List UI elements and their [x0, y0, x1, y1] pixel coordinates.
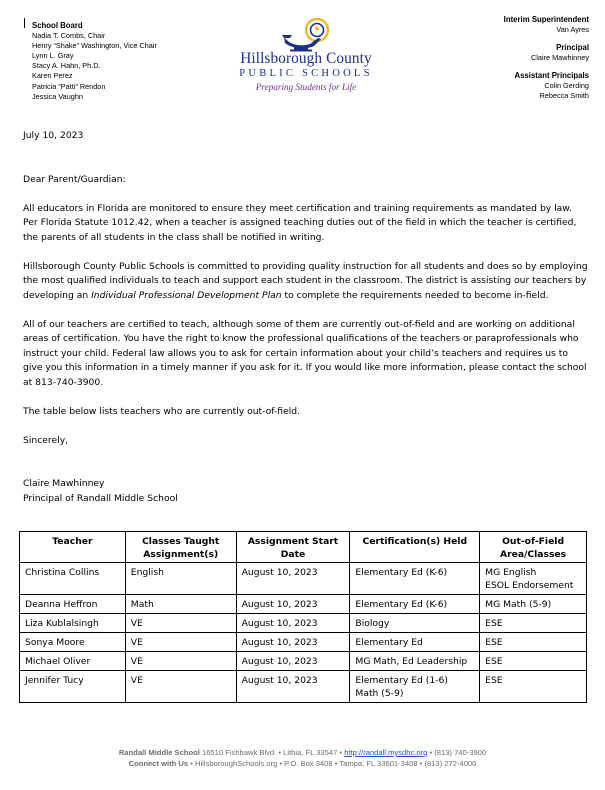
teacher-cell: Sonya Moore: [20, 633, 126, 652]
column-header: Classes Taught Assignment(s): [125, 532, 236, 563]
start-date-cell: August 10, 2023: [236, 563, 350, 595]
teacher-cell: Deanna Heffron: [20, 595, 126, 614]
classes-cell: English: [125, 563, 236, 595]
letter-body: [23, 129, 589, 506]
school-website-link[interactable]: http://randall.mysdhc.org: [344, 748, 428, 757]
certification-cell: Biology: [350, 614, 480, 633]
out-of-field-cell: ESE: [480, 652, 587, 671]
principal-title: Principal: [556, 43, 589, 52]
teacher-cell: Michael Oliver: [20, 652, 126, 671]
out-of-field-table: [19, 531, 587, 703]
administration-list: [439, 15, 589, 101]
column-header: Out-of-Field Area/Classes: [480, 532, 587, 563]
footer-connect-label: Connect with Us: [128, 759, 189, 768]
teacher-cell: Christina Collins: [20, 563, 126, 595]
column-header: Assignment Start Date: [236, 532, 350, 563]
superintendent-name: Van Ayres: [556, 25, 589, 34]
district-tagline: Preparing Students for Life: [255, 82, 357, 92]
board-member: Nadia T. Combs, Chair: [32, 31, 106, 41]
out-of-field-item: ESOL Endorsement: [485, 580, 574, 591]
paragraph-rights: All of our teachers are certified to teach, although some of them are currently out-of-field and are working on additional areas of certification. You have the right to know the professional qualifications of the teachers or paraprofessionals who instruct your child. Federal law allows you to ask for certain information about your child’s teachers and requires us to give you this information in a timely manner if you ask for it. If you would like more information, please contact the school at 813-740-3900.: [23, 318, 587, 388]
table-header-row: [20, 532, 587, 563]
out-of-field-cell: ESE: [480, 671, 587, 703]
footer-school-name: Randall Middle School: [118, 748, 200, 757]
plan-name: Individual Professional Development Plan: [91, 289, 282, 301]
classes-cell: Math: [125, 595, 236, 614]
letter-date: July 10, 2023: [23, 130, 84, 141]
salutation: Dear Parent/Guardian:: [23, 173, 126, 185]
district-name: Hillsborough County: [240, 50, 372, 67]
paragraph-commitment: [23, 260, 589, 304]
certification-item: Elementary Ed (1-6): [355, 675, 448, 686]
classes-cell: VE: [125, 614, 236, 633]
footer-line-2: [0, 759, 605, 769]
lamp-of-learning-icon: [222, 18, 390, 52]
board-member: Karen Perez: [32, 71, 73, 81]
district-subtitle: PUBLIC SCHOOLS: [239, 68, 373, 79]
out-of-field-item: MG English: [485, 567, 537, 578]
assistant-principal-name: Colin Gerding: [544, 81, 589, 90]
classes-cell: VE: [125, 652, 236, 671]
certification-cell: Elementary Ed (K-6): [350, 595, 480, 614]
table-row: [20, 614, 587, 633]
certification-cell: [350, 671, 480, 703]
start-date-cell: August 10, 2023: [236, 671, 350, 703]
paragraph-certification: All educators in Florida are monitored to ensure they meet certification and training requirements as mandated by law. Per Florida Statute 1012.42, when a teacher is assigned teaching duties out of the field in which the teacher is certified, the parents of all students in the class shall be notified in writing.: [23, 202, 577, 243]
classes-cell: VE: [125, 633, 236, 652]
board-member: Lynn L. Gray: [32, 51, 74, 61]
table-row: [20, 671, 587, 703]
certification-cell: MG Math, Ed Leadership: [350, 652, 480, 671]
out-of-field-cell: [480, 563, 587, 595]
board-member: Stacy A. Hahn, Ph.D.: [32, 61, 101, 71]
start-date-cell: August 10, 2023: [236, 614, 350, 633]
start-date-cell: August 10, 2023: [236, 652, 350, 671]
assistant-principals-title: Assistant Principals: [514, 71, 589, 80]
table-row: [20, 652, 587, 671]
column-header: Teacher: [20, 532, 126, 563]
table-row: [20, 595, 587, 614]
signer-name: Claire Mawhinney: [23, 478, 105, 489]
margin-bar: [24, 18, 25, 28]
school-board-heading: School Board: [32, 21, 83, 30]
certification-cell: Elementary Ed: [350, 633, 480, 652]
closing: Sincerely,: [23, 434, 69, 446]
teacher-cell: Liza Kublalsingh: [20, 614, 126, 633]
out-of-field-cell: MG Math (5-9): [480, 595, 587, 614]
out-of-field-cell: ESE: [480, 614, 587, 633]
classes-cell: VE: [125, 671, 236, 703]
paragraph-text: to complete the requirements needed to become in-field.: [281, 289, 549, 301]
principal-name: Claire Mawhinney: [531, 53, 589, 62]
out-of-field-cell: ESE: [480, 633, 587, 652]
column-header: Certification(s) Held: [350, 532, 480, 563]
paragraph-text: Hillsborough County Public Schools is committed to providing quality instruction for all students and does so by employing the most qualified individuals to teach and support each student in the classroom. The district is assisting our teachers by developing an: [23, 260, 588, 301]
board-member: Henry “Shake” Washington, Vice Chair: [32, 41, 157, 51]
teacher-cell: Jennifer Tucy: [20, 671, 126, 703]
district-logo: [222, 18, 390, 98]
footer-district-info: • HillsboroughSchools.org • P.O. Box 3408 • Tampa, FL 33601-3408 • (813) 272-4000: [188, 759, 477, 768]
table-row: [20, 563, 587, 595]
board-member: Patricia “Patti” Rendon: [32, 81, 106, 91]
certification-cell: Elementary Ed (K-6): [350, 563, 480, 595]
signer-title: Principal of Randall Middle School: [23, 492, 178, 504]
superintendent-title: Interim Superintendent: [503, 15, 589, 24]
footer-address: 16510 Fishhawk Blvd. • Lithia, FL 33547 •: [201, 748, 345, 757]
assistant-principal-name: Rebecca Smith: [539, 91, 589, 100]
school-board-list: [32, 21, 157, 102]
footer-phone: • (813) 740-3900: [427, 748, 487, 757]
start-date-cell: August 10, 2023: [236, 633, 350, 652]
table-row: [20, 633, 587, 652]
footer-line-1: [0, 748, 605, 758]
certification-item: Math (5-9): [355, 688, 404, 699]
paragraph-table-intro: The table below lists teachers who are currently out-of-field.: [23, 405, 301, 417]
board-member: Jessica Vaughn: [32, 91, 83, 101]
start-date-cell: August 10, 2023: [236, 595, 350, 614]
